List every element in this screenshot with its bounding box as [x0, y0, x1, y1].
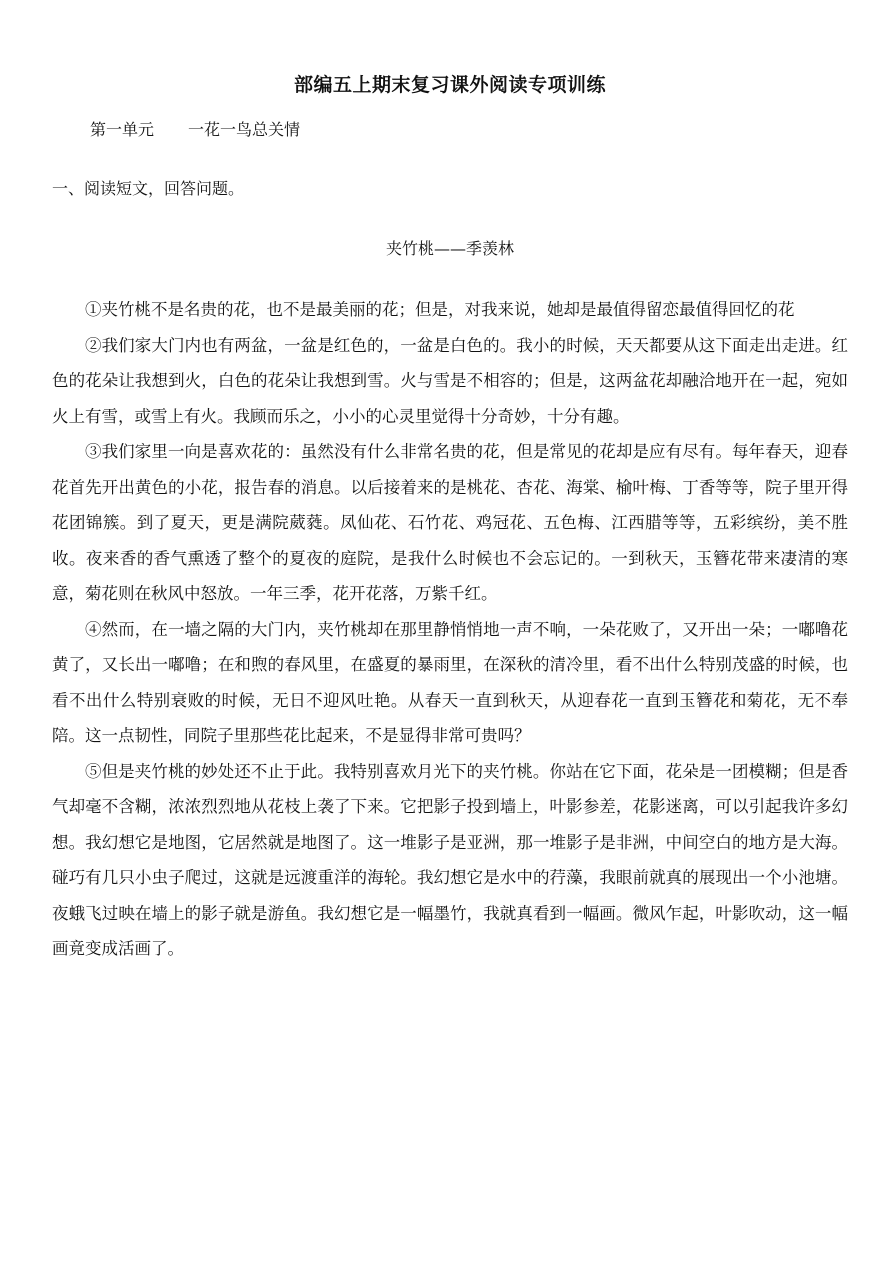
article-title: 夹竹桃——季羡林 [385, 239, 514, 258]
section-heading: 一、阅读短文，回答问题。 [52, 179, 245, 198]
unit-heading [90, 117, 300, 140]
paragraph-1: ①夹竹桃不是名贵的花，也不是最美丽的花；但是，对我来说，她却是最值得留恋最值得回忆的花 [85, 300, 795, 319]
document-title: 部编五上期末复习课外阅读专项训练 [293, 74, 606, 96]
paragraph-4: ④然而，在一墙之隔的大门内，夹竹桃却在那里静悄悄地一声不响，一朵花败了，又开出一朵；一嘟噜花黄了，又长出一嘟噜；在和煦的春风里，在盛夏的暴雨里，在深秋的清冷里，看不出什么特别茂盛的时候，也看不出什么特别衰败的时候，无日不迎风吐艳。从春天一直到秋天，从迎春花一直到玉簪花和菊花，无不奉陪。这一点韧性，同院子里那些花比起来，不是显得非常可贵吗？ [52, 619, 848, 745]
paragraph-3: ③我们家里一向是喜欢花的：虽然没有什么非常名贵的花，但是常见的花却是应有尽有。每年春天，迎春花首先开出黄色的小花，报告春的消息。以后接着来的是桃花、杏花、海棠、榆叶梅、丁香等等，院子里开得花团锦簇。到了夏天，更是满院葳蕤。凤仙花、石竹花、鸡冠花、五色梅、江西腊等等，五彩缤纷，美不胜收。夜来香的香气熏透了整个的夏夜的庭院，是我什么时候也不会忘记的。一到秋天，玉簪花带来凄清的寒意，菊花则在秋风中怒放。一年三季，花开花落，万紫千红。 [52, 442, 848, 603]
unit-theme: 一花一鸟总关情 [188, 120, 301, 139]
article-body [52, 292, 848, 967]
paragraph-5: ⑤但是夹竹桃的妙处还不止于此。我特别喜欢月光下的夹竹桃。你站在它下面，花朵是一团模糊；但是香气却毫不含糊，浓浓烈烈地从花枝上袭了下来。它把影子投到墙上，叶影参差，花影迷离，可以引起我许多幻想。我幻想它是地图，它居然就是地图了。这一堆影子是亚洲，那一堆影子是非洲，中间空白的地方是大海。碰巧有几只小虫子爬过，这就是远渡重洋的海轮。我幻想它是水中的荇藻，我眼前就真的展现出一个小池塘。夜蛾飞过映在墙上的影子就是游鱼。我幻想它是一幅墨竹，我就真看到一幅画。微风乍起，叶影吹动，这一幅画竟变成活画了。 [52, 761, 848, 958]
paragraph-2: ②我们家大门内也有两盆，一盆是红色的，一盆是白色的。我小的时候，天天都要从这下面走出走进。红色的花朵让我想到火，白色的花朵让我想到雪。火与雪是不相容的；但是，这两盆花却融洽地开在一起，宛如火上有雪，或雪上有火。我顾而乐之，小小的心灵里觉得十分奇妙，十分有趣。 [52, 335, 848, 426]
unit-label: 第一单元 [90, 120, 155, 139]
